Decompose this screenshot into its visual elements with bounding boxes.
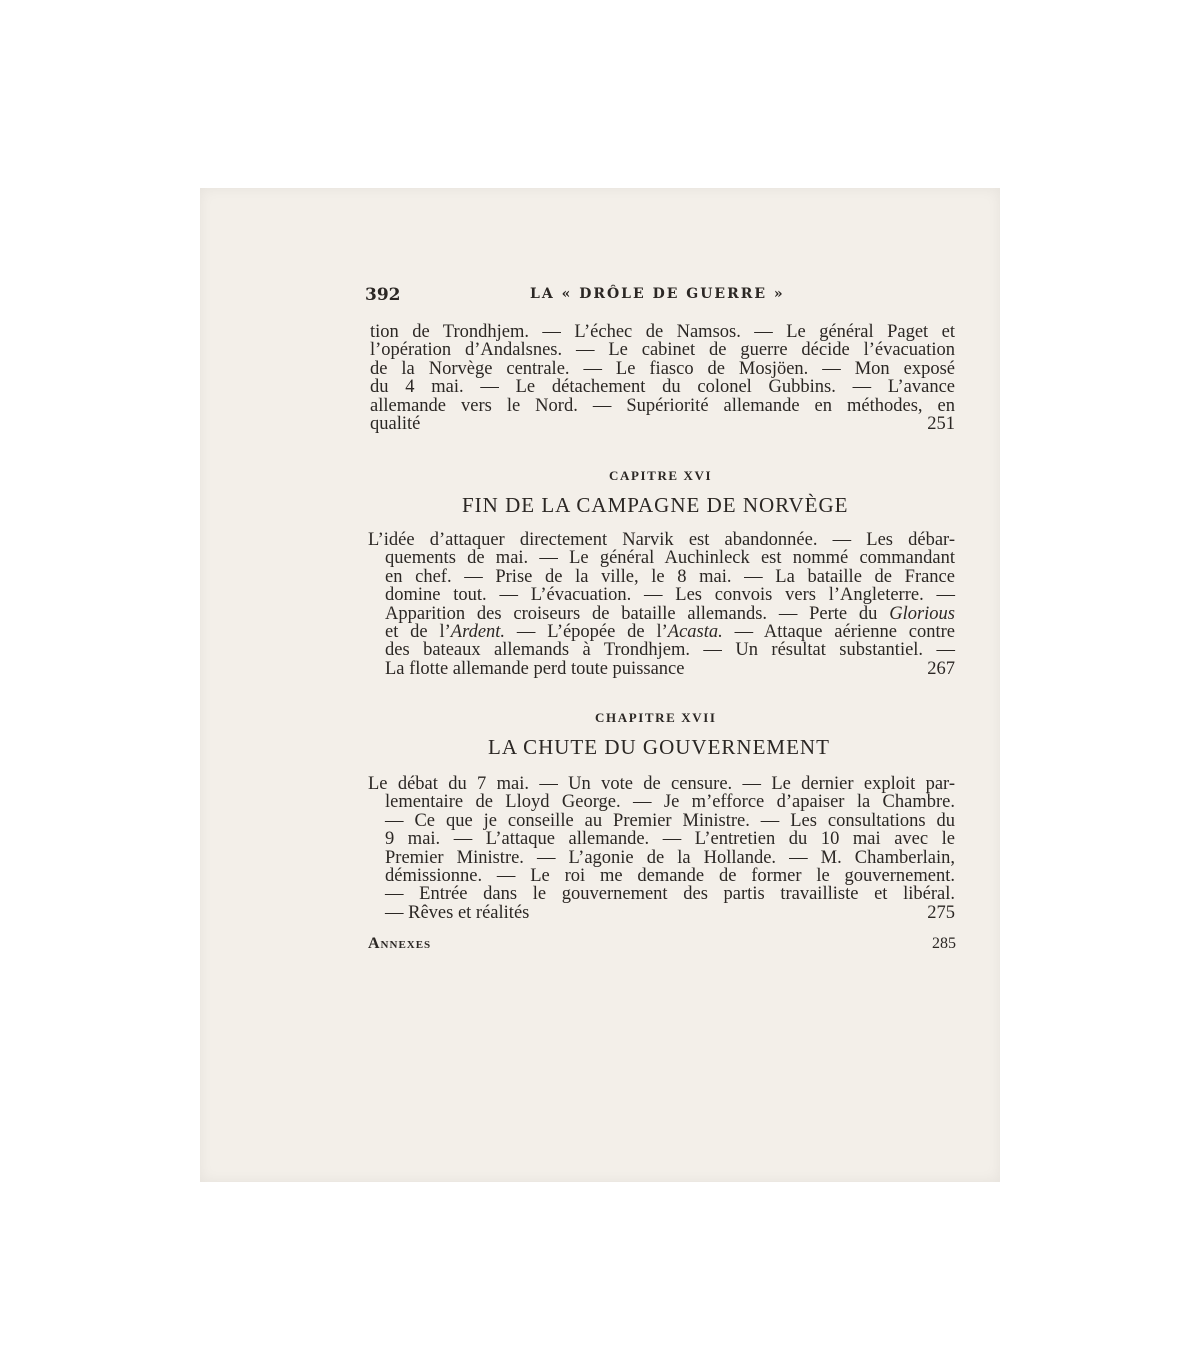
ship-name: Acasta. <box>667 622 723 643</box>
entry-last-line <box>370 415 955 433</box>
toc-entry-previous <box>370 323 955 433</box>
entry-line: Apparition des croiseurs de bataille allemands. — Perte du Glorious <box>385 603 955 624</box>
chapter-17-title: LA CHUTE DU GOUVERNEMENT <box>488 735 830 759</box>
book-page <box>200 188 1000 1182</box>
entry-line: Premier Ministre. — L’agonie de la Hollande. — M. Chamberlain, <box>385 847 955 868</box>
entry-last-text: La flotte allemande perd toute puissance <box>385 658 685 679</box>
page-number: 392 <box>365 285 401 305</box>
entry-page-number: 251 <box>927 414 955 435</box>
entry-last-line <box>368 904 955 922</box>
entry-line: Le débat du 7 mai. — Un vote de censure. — Le dernier exploit par- <box>368 774 955 794</box>
entry-line: en chef. — Prise de la ville, le 8 mai. — La bataille de France <box>385 566 955 587</box>
entry-last-text: qualité <box>370 414 421 435</box>
entry-line: tion de Trondhjem. — L’échec de Namsos. — Le général Paget et <box>370 322 955 342</box>
entry-page-number: 275 <box>927 902 955 923</box>
entry-line: démissionne. — Le roi me demande de former le gouvernement. <box>385 866 955 887</box>
toc-entry-chapter-16 <box>368 531 955 678</box>
entry-line: allemande vers le Nord. — Supériorité allemande en méthodes, en <box>370 395 955 416</box>
entry-line: — Ce que je conseille au Premier Ministre. — Les consultations du <box>385 810 955 831</box>
chapter-16-title: FIN DE LA CAMPAGNE DE NORVÈGE <box>462 493 849 517</box>
chapter-17-label: CHAPITRE XVII <box>595 710 717 725</box>
entry-last-line <box>368 660 955 678</box>
annexes-entry <box>368 935 956 953</box>
entry-last-text: — Rêves et réalités <box>385 902 530 923</box>
ship-name: Glorious <box>889 603 955 624</box>
entry-line: et de l’Ardent. — L’épopée de l’Acasta. — Attaque aérienne contre <box>385 622 955 643</box>
entry-line: 9 mai. — L’attaque allemande. — L’entretien du 10 mai avec le <box>385 829 955 850</box>
entry-line: lementaire de Lloyd George. — Je m’efforce d’apaiser la Chambre. <box>385 792 955 813</box>
chapter-16-label: CAPITRE XVI <box>609 468 713 483</box>
ship-name: Ardent. <box>450 622 506 643</box>
toc-entry-chapter-17 <box>368 775 955 922</box>
entry-page-number: 267 <box>927 658 955 679</box>
entry-line: du 4 mai. — Le détachement du colonel Gubbins. — L’avance <box>370 377 955 398</box>
entry-line: — Entrée dans le gouvernement des partis travailliste et libéral. <box>385 884 955 905</box>
entry-line: des bateaux allemands à Trondhjem. — Un résultat substantiel. — <box>385 640 955 661</box>
entry-line: L’idée d’attaquer directement Narvik est abandonnée. — Les débar- <box>368 530 955 550</box>
entry-line: domine tout. — L’évacuation. — Les convois vers l’Angleterre. — <box>385 585 955 606</box>
annexes-page-number: 285 <box>932 935 956 952</box>
annexes-label: Annexes <box>368 935 432 952</box>
entry-line: de la Norvège centrale. — Le fiasco de Mosjöen. — Mon exposé <box>370 358 955 379</box>
running-title: LA « DRÔLE DE GUERRE » <box>530 286 785 302</box>
entry-line: l’opération d’Andalsnes. — Le cabinet de guerre décide l’évacuation <box>370 340 955 361</box>
entry-line: quements de mai. — Le général Auchinleck est nommé commandant <box>385 548 955 569</box>
page-header <box>365 285 955 305</box>
